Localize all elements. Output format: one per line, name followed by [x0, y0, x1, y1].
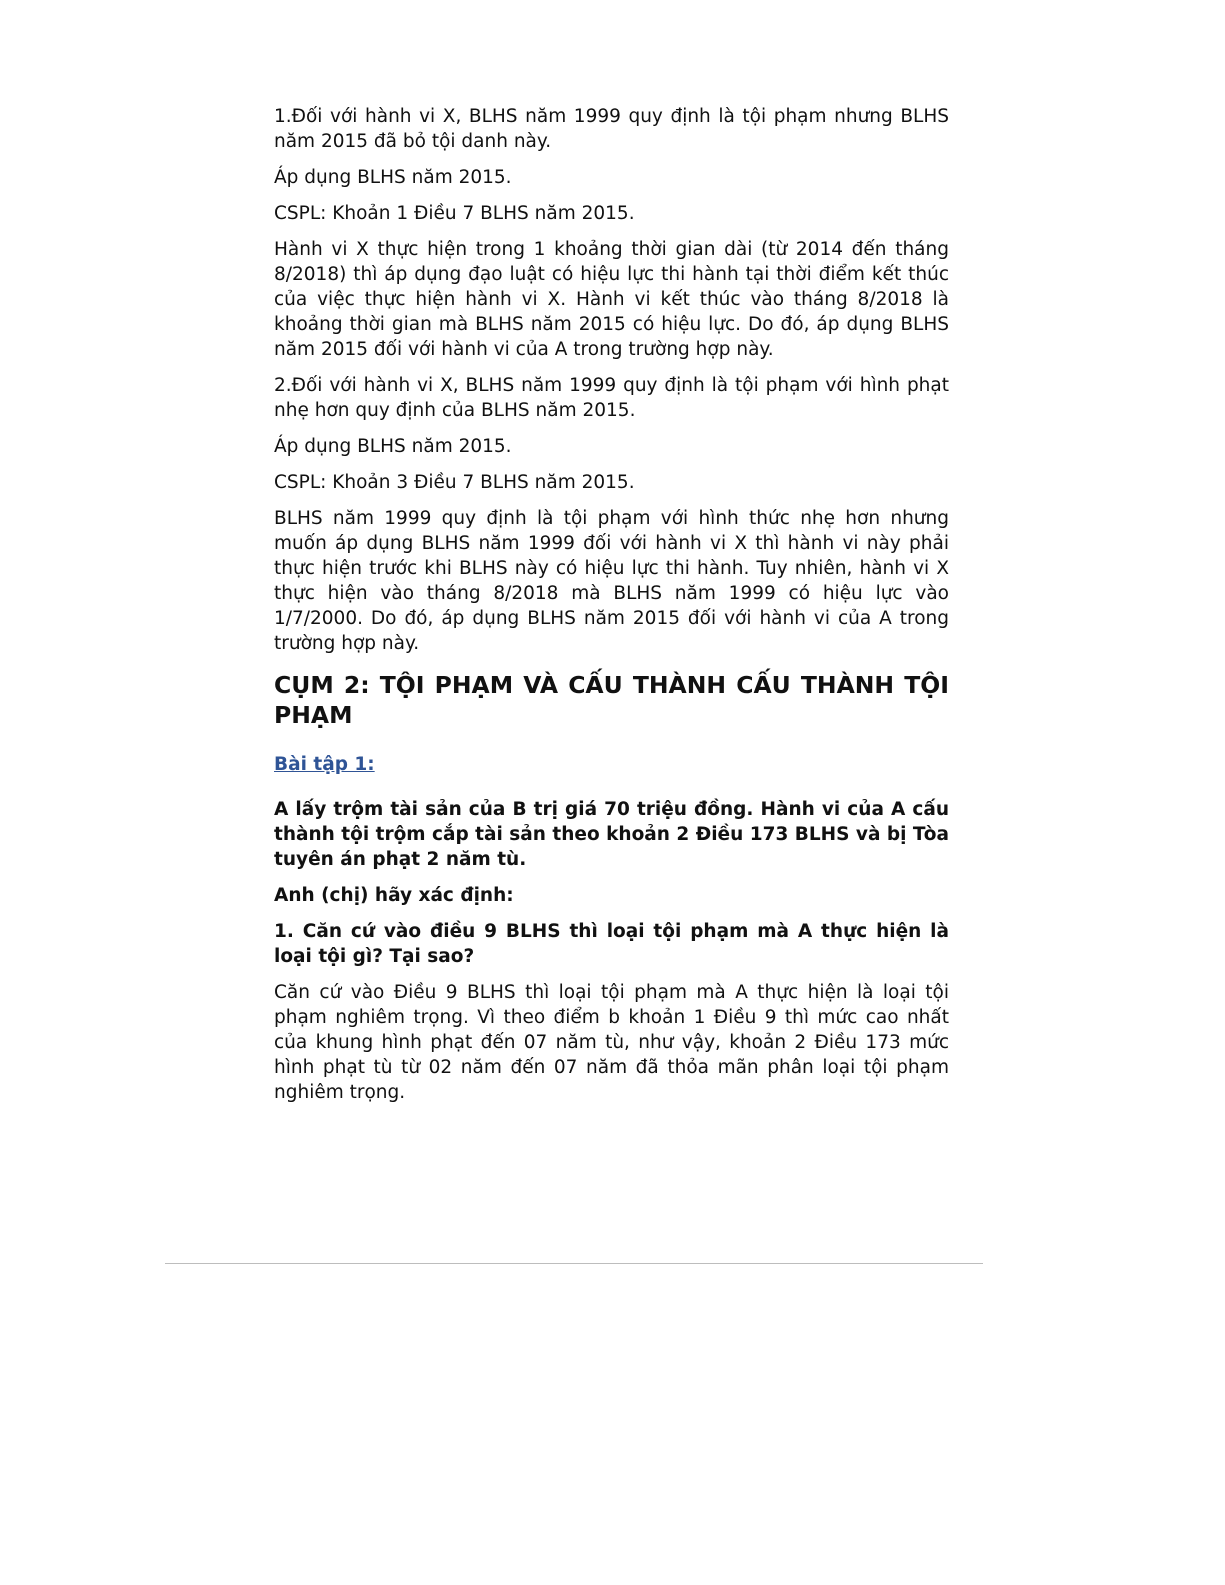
paragraph-case-1-intro: 1.Đối với hành vi X, BLHS năm 1999 quy định là tội phạm nhưng BLHS năm 2015 đã bỏ tội danh này.: [274, 106, 949, 152]
problem-statement: A lấy trộm tài sản của B trị giá 70 triệu đồng. Hành vi của A cấu thành tội trộm cắp tài sản theo khoản 2 Điều 173 BLHS và bị Tòa tuyên án phạt 2 năm tù.: [274, 799, 949, 870]
question-1: 1. Căn cứ vào điều 9 BLHS thì loại tội phạm mà A thực hiện là loại tội gì? Tại sao?: [274, 921, 949, 967]
exercise-1-link[interactable]: Bài tập 1:: [274, 754, 375, 775]
page-footer-divider: [165, 1263, 983, 1264]
paragraph-case-2-intro: 2.Đối với hành vi X, BLHS năm 1999 quy định là tội phạm với hình phạt nhẹ hơn quy định của BLHS năm 2015.: [274, 375, 949, 421]
answer-1: Căn cứ vào Điều 9 BLHS thì loại tội phạm mà A thực hiện là loại tội phạm nghiêm trọng. Vì theo điểm b khoản 1 Điều 9 thì mức cao nhất của khung hình phạt đến 07 năm tù, như vậy, khoản 2 Điều 173 mức hình phạt tù từ 02 năm đến 07 năm đã thỏa mãn phân loại tội phạm nghiêm trọng.: [274, 982, 949, 1103]
paragraph-apply-law-1: Áp dụng BLHS năm 2015.: [274, 167, 512, 188]
section-heading: CỤM 2: TỘI PHẠM VÀ CẤU THÀNH CẤU THÀNH TỘI PHẠM: [274, 671, 949, 729]
paragraph-apply-law-2: Áp dụng BLHS năm 2015.: [274, 436, 512, 457]
paragraph-legal-basis-1: CSPL: Khoản 1 Điều 7 BLHS năm 2015.: [274, 203, 635, 224]
document-page-body: [274, 104, 949, 1116]
paragraph-explanation-2: BLHS năm 1999 quy định là tội phạm với hình thức nhẹ hơn nhưng muốn áp dụng BLHS năm 1999 đối với hành vi X thì hành vi này phải thực hiện trước khi BLHS này có hiệu lực thi hành. Tuy nhiên, hành vi X thực hiện vào tháng 8/2018 mà BLHS năm 1999 có hiệu lực vào 1/7/2000. Do đó, áp dụng BLHS năm 2015 đối với hành vi của A trong trường hợp này.: [274, 508, 949, 654]
question-prompt: Anh (chị) hãy xác định:: [274, 885, 514, 906]
paragraph-explanation-1: Hành vi X thực hiện trong 1 khoảng thời gian dài (từ 2014 đến tháng 8/2018) thì áp dụng đạo luật có hiệu lực thi hành tại thời điểm kết thúc của việc thực hiện hành vi X. Hành vi kết thúc vào tháng 8/2018 là khoảng thời gian mà BLHS năm 2015 có hiệu lực. Do đó, áp dụng BLHS năm 2015 đối với hành vi của A trong trường hợp này.: [274, 239, 949, 360]
paragraph-legal-basis-2: CSPL: Khoản 3 Điều 7 BLHS năm 2015.: [274, 472, 635, 493]
